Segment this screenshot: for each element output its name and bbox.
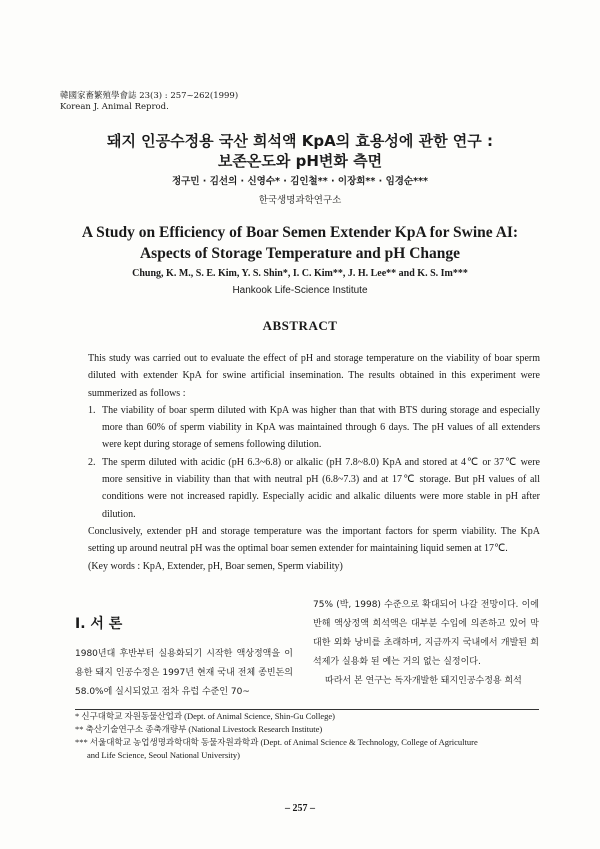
- abstract-result-item: [88, 402, 540, 454]
- english-institute: Hankook Life-Science Institute: [232, 285, 368, 296]
- intro-right-column: [313, 596, 539, 691]
- footnote-2: ** 축산기술연구소 종축개량부 (National Livestock Research Institute): [75, 724, 323, 734]
- korean-title-line2: 보존온도와 pH변화 측면: [217, 152, 383, 170]
- journal-citation: [60, 91, 238, 113]
- intro-paragraph: 1980년대 후반부터 실용화되기 시작한 액상정액을 이용한 돼지 인공수정은 1997년 현재 국내 전체 종빈돈의 58.0%에 실시되었고 점차 유럽 수준인 70~: [75, 649, 293, 697]
- english-title-line2: Aspects of Storage Temperature and pH Change: [139, 245, 461, 262]
- result-item-number: 2.: [88, 456, 96, 468]
- journal-citation-english: Korean J. Animal Reprod.: [60, 102, 169, 112]
- abstract-keywords: (Key words : KpA, Extender, pH, Boar semen, Sperm viability): [88, 560, 343, 572]
- journal-citation-korean: 韓國家畜繁殖學會誌 23(3) : 257~262(1999): [60, 91, 239, 101]
- intro-paragraph: 따라서 본 연구는 독자개발한 돼지인공수정용 희석: [325, 676, 522, 686]
- result-item-text: The viability of boar sperm diluted with KpA was higher than that with BTS during storage and especially more than 60% of sperm viability in KpA was maintained through 6 days. The pH values of all extenders were kept during storage of semens following dilution.: [102, 404, 540, 451]
- korean-title-line1: 돼지 인공수정용 국산 희석액 KpA의 효용성에 관한 연구 :: [106, 132, 494, 150]
- footnotes: [75, 710, 541, 762]
- korean-authors: 정구민 · 김선의 · 신영수* · 김인철** · 이장희** · 임경순***: [171, 176, 429, 187]
- korean-title: [0, 131, 600, 171]
- intro-left-column: [75, 645, 293, 702]
- english-authors: Chung, K. M., S. E. Kim, Y. S. Shin*, I. C. Kim**, J. H. Lee** and K. S. Im***: [132, 268, 468, 279]
- footnote-3-continued: and Life Science, Seoul National University): [87, 750, 240, 760]
- abstract-conclusion: Conclusively, extender pH and storage temperature was the important factors for sperm viability. The KpA setting up around neutral pH was the optimal boar semen extender for maintaining liquid semen at 17℃.: [88, 525, 540, 555]
- abstract-body: [88, 350, 540, 575]
- intro-paragraph: 75% (박, 1998) 수준으로 확대되어 나갈 전망이다. 이에 반해 액상정액 희석액은 대부분 수입에 의존하고 있어 막대한 외화 낭비를 초래하며, 지금까지 국내에서 개발된 희석제가 실용화 된 예는 거의 없는 실정이다.: [313, 600, 539, 667]
- abstract-result-item: [88, 454, 540, 523]
- korean-institute: 한국생명과학연구소: [258, 195, 342, 206]
- introduction-heading: Ⅰ. 서 론: [75, 616, 123, 632]
- result-item-number: 1.: [88, 404, 96, 416]
- abstract-intro: This study was carried out to evaluate the effect of pH and storage temperature on the viability of boar sperm diluted with extender KpA for swine artificial insemination. The results obtained in this experiment were summerized as follows :: [88, 353, 540, 399]
- page-number: – 257 –: [285, 803, 315, 814]
- footnote-3: *** 서울대학교 농업생명과학대학 동물자원과학과 (Dept. of Animal Science & Technology, College of Agriculture: [75, 737, 478, 747]
- footnote-1: * 신구대학교 자원동물산업과 (Dept. of Animal Science, Shin-Gu College): [75, 711, 335, 721]
- english-title: [0, 222, 600, 264]
- result-item-text: The sperm diluted with acidic (pH 6.3~6.8) or alkalic (pH 7.8~8.0) KpA and stored at 4℃ or 37℃ were more sensitive in viability than that with neutral pH (6.8~7.3) and at 17℃ storage. But pH values of all conditions were not increased rapidly. Especially acidic and alkalic diluents were more stable in pH after dilution.: [102, 456, 540, 520]
- abstract-results-list: [88, 402, 540, 523]
- abstract-heading: ABSTRACT: [262, 318, 338, 333]
- english-title-line1: A Study on Efficiency of Boar Semen Extender KpA for Swine AI:: [81, 224, 519, 241]
